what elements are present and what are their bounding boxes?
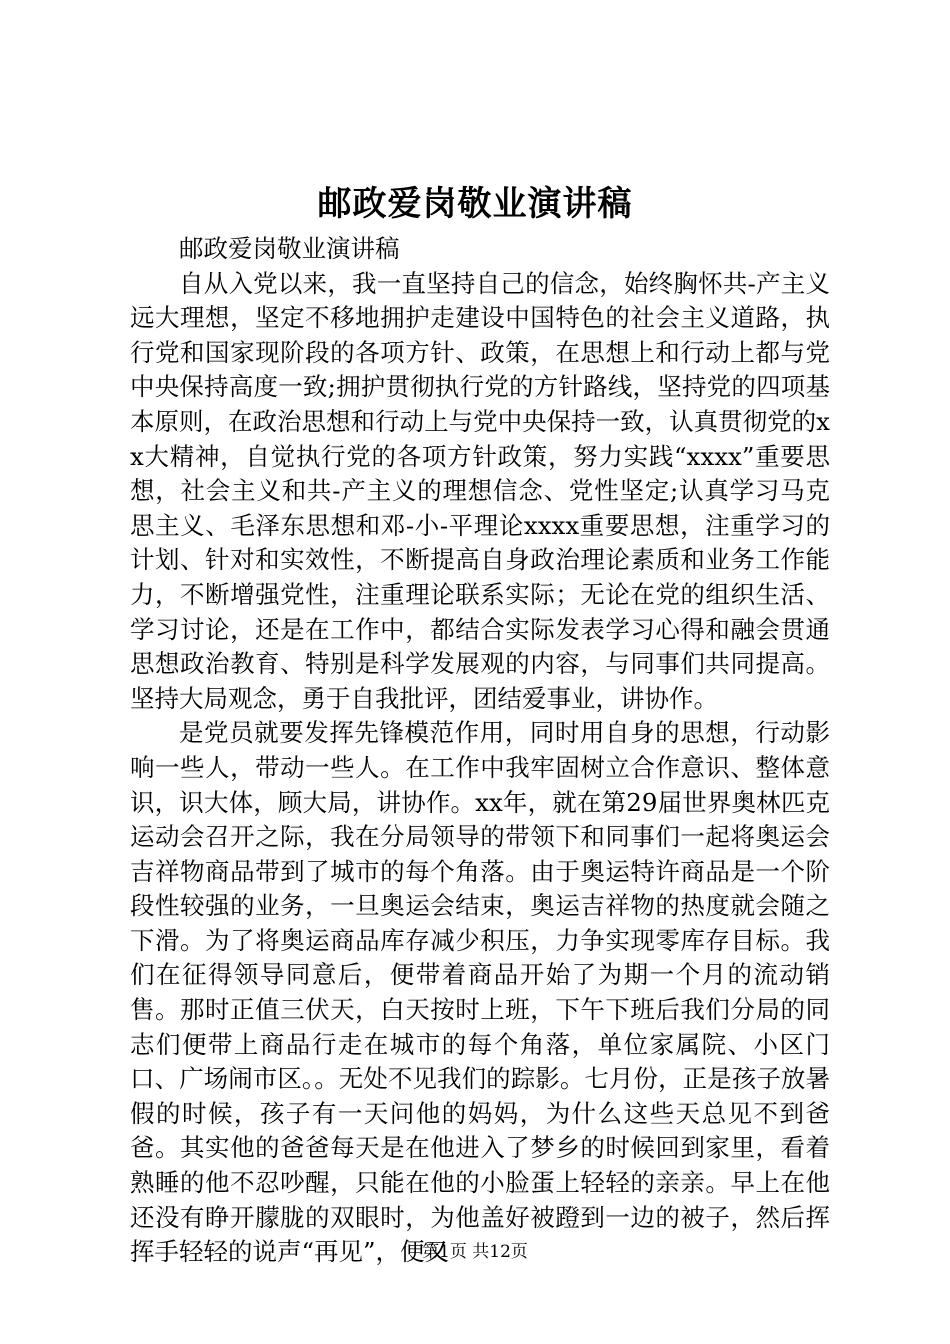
document-body bbox=[130, 232, 830, 1270]
page-footer: 第1页 共12页 bbox=[422, 1242, 528, 1262]
body-paragraph-subtitle: 邮政爱岗敬业演讲稿 bbox=[179, 234, 400, 263]
body-paragraph: 自从入党以来，我一直坚持自己的信念，始终胸怀共-产主义远大理想，坚定不移地拥护走建设中国特色的社会主义道路，执行党和国家现阶段的各项方针、政策，在思想上和行动上都与党中央保持高度一致;拥护贯彻执行党的方针路线，坚持党的四项基本原则，在政治思想和行动上与党中央保持一致，认真贯彻党的xx大精神，自觉执行党的各项方针政策，努力实践“xxxx”重要思想，社会主义和共-产主义的理想信念、党性坚定;认真学习马克思主义、毛泽东思想和邓-小-平理论xxxx重要思想，注重学习的计划、针对和实效性，不断提高自身政治理论素质和业务工作能力，不断增强党性，注重理论联系实际；无论在党的组织生活、学习讨论，还是在工作中，都结合实际发表学习心得和融会贯通思想政治教育、特别是科学发展观的内容，与同事们共同提高。坚持大局观念，勇于自我批评，团结爱事业，讲协作。 bbox=[130, 268, 830, 713]
body-paragraph: 是党员就要发挥先锋模范作用，同时用自身的思想，行动影响一些人，带动一些人。在工作中我牢固树立合作意识、整体意识，识大体，顾大局，讲协作。xx年，就在第29届世界奥林匹克运动会召开之际，我在分局领导的带领下和同事们一起将奥运会吉祥物商品带到了城市的每个角落。由于奥运特许商品是一个阶段性较强的业务，一旦奥运会结束，奥运吉祥物的热度就会随之下滑。为了将奥运商品库存减少积压，力争实现零库存目标。我们在征得领导同意后，便带着商品开始了为期一个月的流动销售。那时正值三伏天，白天按时上班，下午下班后我们分局的同志们便带上商品行走在城市的每个角落，单位家属院、小区门口、广场闹市区。。无处不见我们的踪影。七月份，正是孩子放暑假的时候，孩子有一天问他的妈妈，为什么这些天总见不到爸爸。其实他的爸爸每天是在他进入了梦乡的时候回到家里，看着熟睡的他不忍吵醒，只能在他的小脸蛋上轻轻的亲亲。早上在他还没有睁开朦胧的双眼时，为他盖好被蹬到一边的被子，然后挥挥手轻轻的说声“再见”，便又 bbox=[130, 718, 830, 1267]
document-title: 邮政爱岗敬业演讲稿 bbox=[317, 184, 633, 224]
